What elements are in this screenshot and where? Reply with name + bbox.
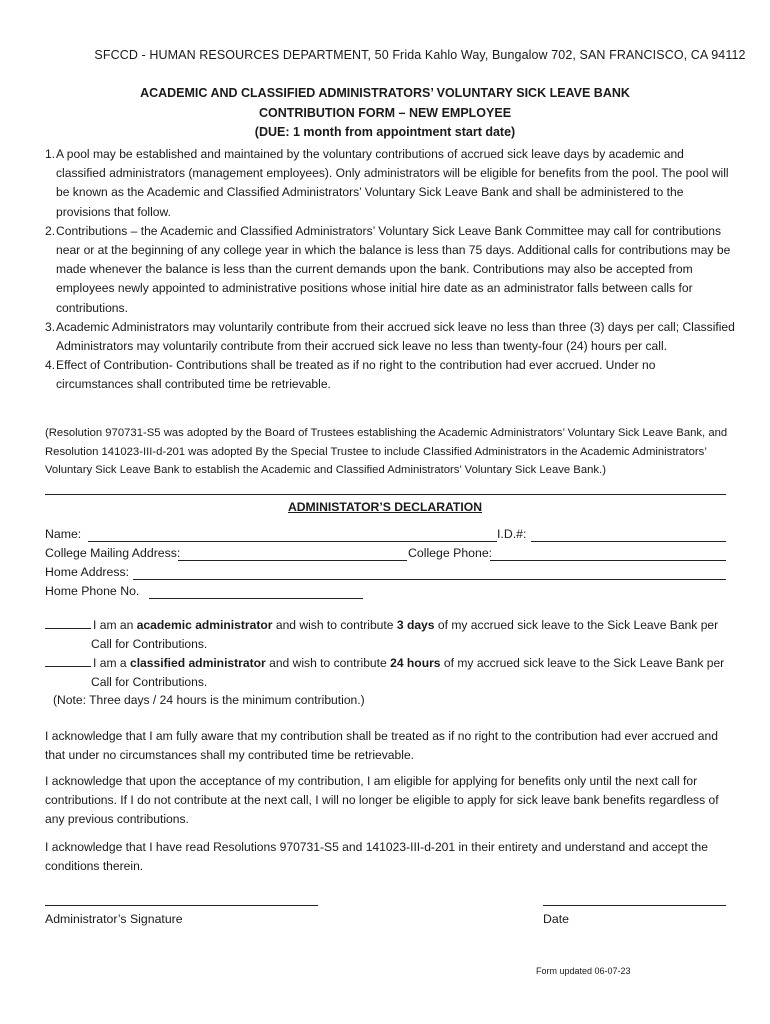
college-phone-label: College Phone: [408, 546, 493, 560]
provision-text: Contributions – the Academic and Classified Administrators’ Voluntary Sick Leave Bank Committee may call for contributions near or at the beginning of any college year in which the balance is less than 75 days. Additional calls for contributions may be made whenever the balance is less than the current demands upon the bank. Contributions may also be accepted from employees newly appointed to administrative positions whose initial hire date as an administrator falls between calls for contributions. [56, 223, 731, 315]
department-header: SFCCD - HUMAN RESOURCES DEPARTMENT, 50 Frida Kahlo Way, Bungalow 702, SAN FRANCISCO, CA 94112 [94, 48, 746, 62]
choice-continuation: Call for Contributions. [91, 637, 208, 652]
provision-item [45, 222, 735, 318]
provision-number: 2. [45, 223, 56, 238]
provision-item [45, 145, 735, 222]
mailing-address-label: College Mailing Address: [45, 546, 181, 560]
classified-checkbox-blank[interactable] [45, 654, 91, 667]
form-updated-footer: Form updated 06-07-23 [536, 966, 631, 976]
choice-amount: 3 days [396, 618, 435, 632]
choice-text: of my accrued sick leave to the Sick Leave Bank per [434, 618, 719, 632]
provision-text: Academic Administrators may voluntarily contribute from their accrued sick leave no less than three (3) days per call; Classified Administrators may voluntarily contribute from their accrued sick leave no less than twenty-four (24) hours per call. [56, 319, 735, 354]
choice-text: and wish to contribute [265, 656, 391, 670]
section-divider [45, 494, 726, 495]
choice-text: I am an [93, 618, 137, 632]
name-field[interactable] [88, 541, 497, 542]
declaration-title: ADMINISTATOR’S DECLARATION [287, 500, 483, 514]
provision-item [45, 356, 735, 394]
choice-role: academic administrator [136, 618, 273, 632]
provisions-list [45, 145, 735, 395]
academic-checkbox-blank[interactable] [45, 616, 91, 629]
home-phone-label: Home Phone No. [45, 584, 140, 598]
classified-option [45, 654, 735, 692]
form-title: ACADEMIC AND CLASSIFIED ADMINISTRATORS’ VOLUNTARY SICK LEAVE BANK [140, 86, 630, 100]
provision-number: 4. [45, 358, 56, 373]
provision-number: 1. [45, 147, 56, 161]
signature-label: Administrator’s Signature [45, 912, 183, 926]
acknowledgement-1: I acknowledge that I am fully aware that my contribution shall be treated as if no right to the contribution had ever accrued and that under no circumstances shall my contributed time be retrievable. [45, 729, 718, 763]
home-address-label: Home Address: [45, 565, 130, 579]
acknowledgement-3: I acknowledge that I have read Resolutions 970731-S5 and 141023-III-d-201 in their entirety and understand and accept the conditions therein. [45, 840, 708, 874]
name-label: Name: [45, 527, 82, 541]
mailing-address-field[interactable] [178, 560, 407, 561]
form-subtitle: CONTRIBUTION FORM – NEW EMPLOYEE [258, 106, 512, 120]
choice-role: classified administrator [129, 656, 266, 670]
provision-text: A pool may be established and maintained by the voluntary contributions of accrued sick leave days by academic and classified administrators (management employees). Only administrators will be eligible for benefits from the pool. The pool will be known as the Academic and Classified Administrators’ Voluntary Sick Leave Bank and shall be administered to the provisions that follow. [56, 147, 729, 219]
provision-item [45, 318, 735, 356]
college-phone-field[interactable] [490, 560, 726, 561]
signature-field[interactable] [45, 905, 318, 906]
academic-option [45, 616, 735, 654]
id-field[interactable] [531, 541, 726, 542]
choice-continuation: Call for Contributions. [91, 675, 208, 690]
id-label: I.D.#: [497, 527, 527, 541]
home-phone-field[interactable] [149, 598, 363, 599]
resolution-note: (Resolution 970731-S5 was adopted by the Board of Trustees establishing the Academic Administrators’ Voluntary Sick Leave Bank, and Resolution 141023-III-d-201 was adopted By the Special Trustee to include Classified Administrators in the Academic Administrators’ Voluntary Sick Leave Bank to establish the Academic and Classified Administrators’ Voluntary Sick Leave Bank.) [45, 427, 728, 476]
minimum-contribution-note: (Note: Three days / 24 hours is the minimum contribution.) [53, 693, 365, 707]
home-address-field[interactable] [133, 579, 726, 580]
choice-amount: 24 hours [390, 656, 441, 670]
date-label: Date [543, 912, 569, 926]
due-date-note: (DUE: 1 month from appointment start date) [254, 125, 516, 139]
date-field[interactable] [543, 905, 726, 906]
acknowledgement-2: I acknowledge that upon the acceptance of my contribution, I am eligible for applying for benefits only until the next call for contributions. If I do not contribute at the next call, I will no longer be eligible to apply for sick leave bank benefits regardless of any previous contributions. [45, 774, 719, 827]
choice-text: and wish to contribute [272, 618, 397, 632]
provision-text: Effect of Contribution- Contributions shall be treated as if no right to the contribution had ever accrued. Under no circumstances shall contributed time be retrievable. [56, 358, 656, 392]
choice-text: of my accrued sick leave to the Sick Leave Bank per [440, 656, 725, 670]
choice-text: I am a [93, 656, 130, 670]
provision-number: 3. [45, 319, 56, 334]
